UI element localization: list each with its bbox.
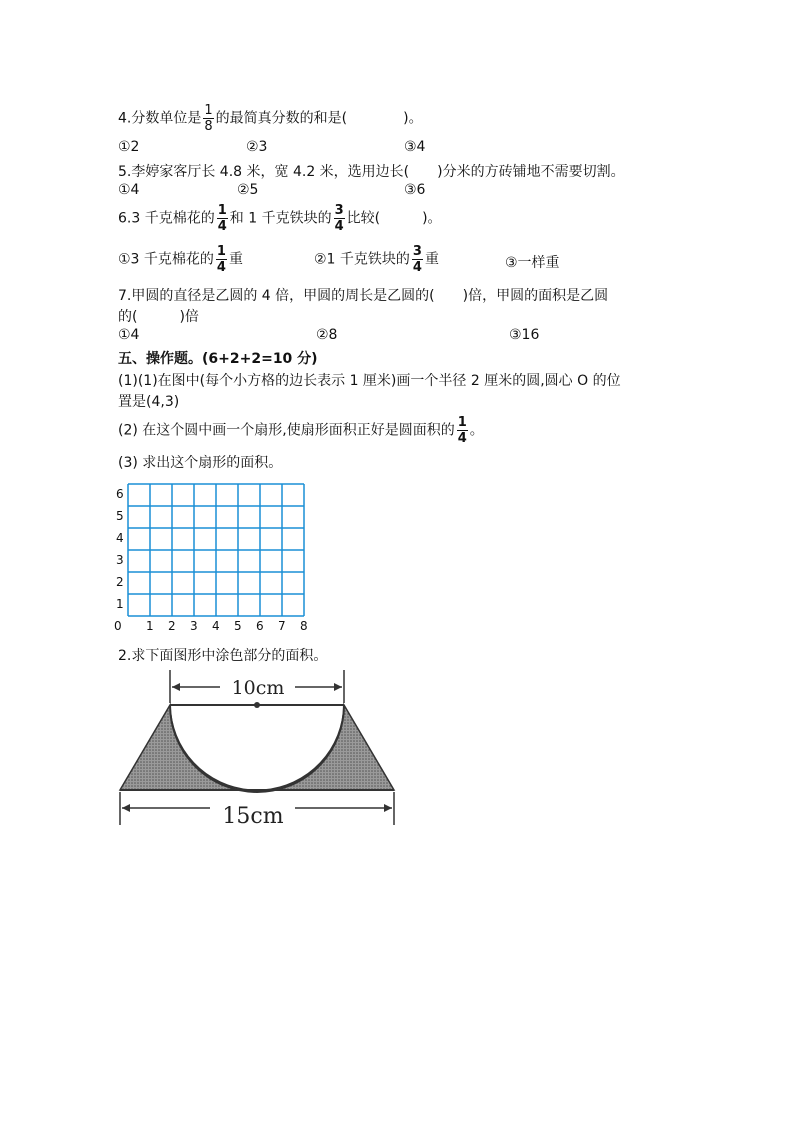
- left-shaded-region: [120, 705, 250, 790]
- coordinate-grid: [112, 476, 312, 636]
- top-dimension-label: 10cm: [231, 677, 285, 699]
- q6-line: [118, 204, 442, 233]
- grid-x-tick-label: 4: [212, 619, 220, 633]
- q7-line-2: 的( )倍: [118, 309, 199, 325]
- q4-suffix: 的最简真分数的和是( )。: [215, 110, 423, 127]
- grid-y-tick-label: 4: [116, 531, 124, 545]
- q5-text: 5.李婷家客厅长 4.8 米，宽 4.2 米，选用边长( )分米的方砖铺地不需要切割。: [118, 164, 625, 180]
- q6-option-3: ③一样重: [505, 255, 560, 271]
- q4-option-3: ③4: [404, 139, 426, 155]
- grid-x-tick-label: 2: [168, 619, 176, 633]
- grid-x-tick-label: 7: [278, 619, 286, 633]
- center-point: [254, 702, 260, 708]
- q5-option-2: ②5: [237, 182, 259, 198]
- s5-part-1-line-1: (1)(1)在图中(每个小方格的边长表示 1 厘米)画一个半径 2 厘米的圆,圆心 O 的位: [118, 373, 621, 389]
- q7-option-3: ③16: [509, 327, 540, 343]
- s5-part-3: (3) 求出这个扇形的面积。: [118, 455, 283, 471]
- q6-prefix: 6.3 千克棉花的: [118, 210, 215, 227]
- bottom-dimension-label: 15cm: [222, 804, 284, 829]
- grid-x-tick-label: 6: [256, 619, 264, 633]
- q6-fraction-2: $\frac{3}{4}$: [334, 203, 344, 234]
- q6-option-2: ②1 千克铁块的 $\frac{3}{4}$ 重: [314, 244, 439, 275]
- s5-part-2: (2) 在这个圆中画一个扇形,使扇形面积正好是圆面积的 $\frac{1}{4}$ 。: [118, 415, 484, 446]
- s5-part-1-line-2: 置是(4,3): [118, 394, 180, 410]
- grid-y-tick-label: 3: [116, 553, 124, 567]
- grid-y-tick-label: 2: [116, 575, 124, 589]
- grid-x-tick-label: 8: [300, 619, 308, 633]
- grid-y-tick-label: 5: [116, 509, 124, 523]
- grid-x-tick-label: 1: [146, 619, 154, 633]
- q6-fraction-1: $\frac{1}{4}$: [217, 203, 227, 234]
- q6-option-1: ①3 千克棉花的 $\frac{1}{4}$ 重: [118, 244, 243, 275]
- q4-line: [118, 104, 423, 133]
- grid-x-tick-label: 5: [234, 619, 242, 633]
- q4-option-2: ②3: [246, 139, 268, 155]
- shaded-area-figure: [110, 665, 410, 835]
- q7-option-2: ②8: [316, 327, 338, 343]
- q4-option-1: ①2: [118, 139, 140, 155]
- q6-option-1-fraction: $\frac{1}{4}$: [216, 244, 226, 275]
- q7-line-1: 7.甲圆的直径是乙圆的 4 倍，甲圆的周长是乙圆的( )倍，甲圆的面积是乙圆: [118, 288, 609, 304]
- grid-x-tick-label: 0: [114, 619, 122, 633]
- q6-mid: 和 1 千克铁块的: [229, 210, 332, 227]
- q5-option-3: ③6: [404, 182, 426, 198]
- q4-prefix: 4.分数单位是: [118, 110, 202, 127]
- q7-option-1: ①4: [118, 327, 140, 343]
- q6-suffix: 比较( )。: [346, 210, 442, 227]
- grid-y-tick-label: 6: [116, 487, 124, 501]
- q5-option-1: ①4: [118, 182, 140, 198]
- q2-text: 2.求下面图形中涂色部分的面积。: [118, 648, 328, 664]
- q4-fraction: $\frac{1}{8}$: [204, 103, 213, 134]
- grid-y-tick-label: 1: [116, 597, 124, 611]
- right-shaded-region: [264, 705, 394, 790]
- section-5-title: 五、操作题。(6+2+2=10 分): [118, 351, 318, 367]
- q6-option-2-fraction: $\frac{3}{4}$: [412, 244, 422, 275]
- grid-x-tick-label: 3: [190, 619, 198, 633]
- s5-part-2-fraction: $\frac{1}{4}$: [457, 415, 467, 446]
